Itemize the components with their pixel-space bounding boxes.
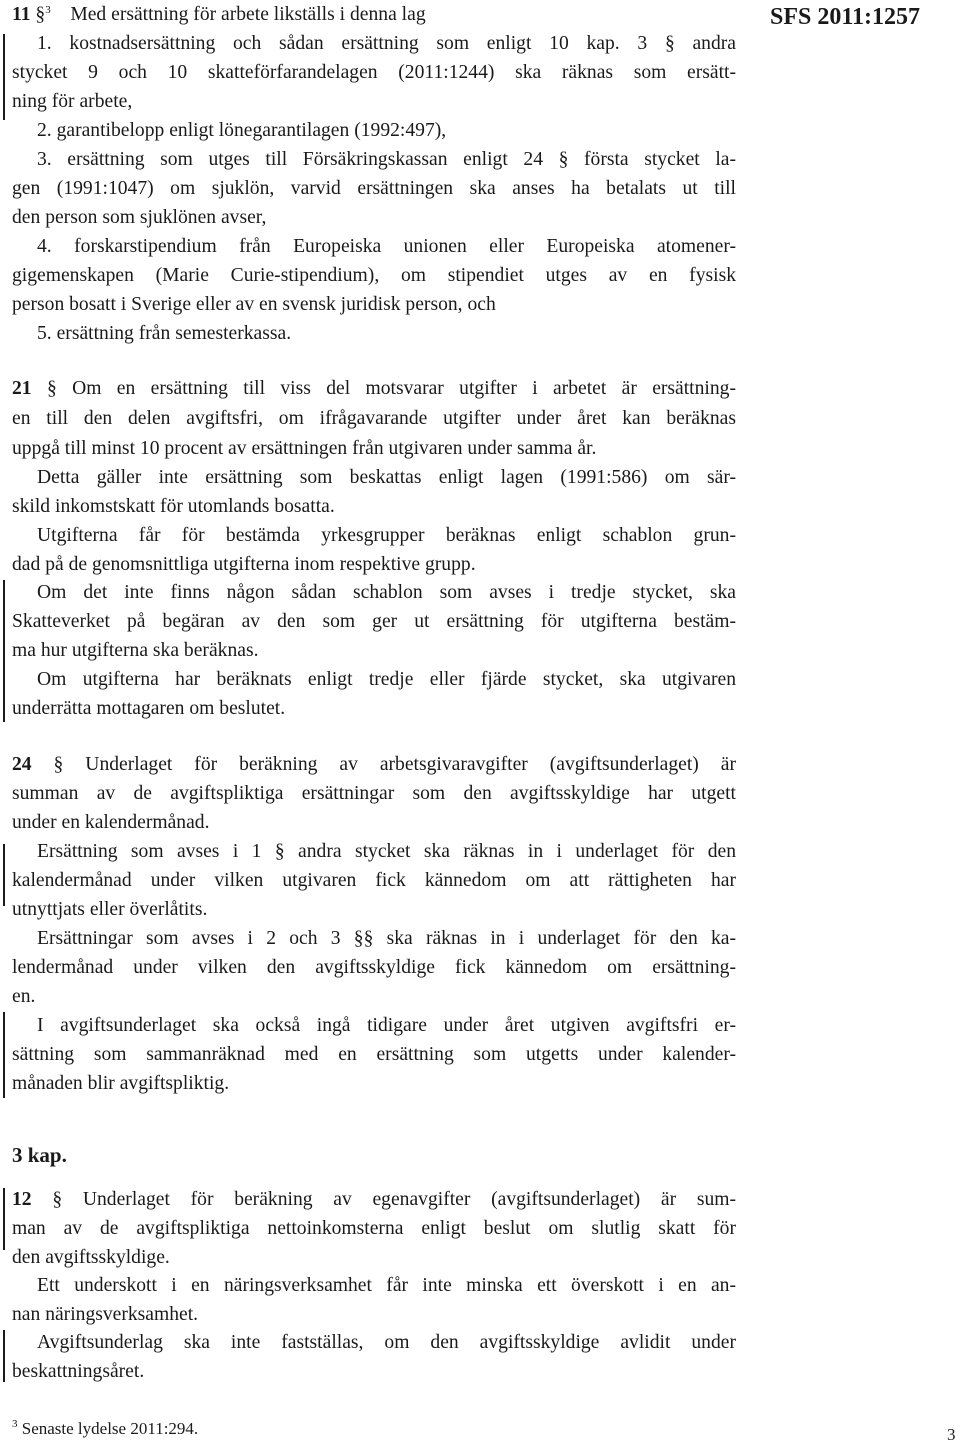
section-symbol: § [53,754,64,775]
change-bar [3,1330,5,1382]
change-bar [3,1188,5,1250]
section-text: lendermånad under vilken den avgiftsskyldige fick kännedom om ersättning- [12,957,736,978]
section-text: nan näringsverksamhet. [12,1304,199,1325]
section-text: Om utgifterna har beräknats enligt tredje eller fjärde stycket, ska utgivaren [37,669,736,690]
section-text: Om en ersättning till viss del motsvarar utgifter i arbetet är ersättning- [72,378,736,399]
section-text: Utgifterna får för bestämda yrkesgrupper beräknas enligt schablon grun- [37,525,736,546]
section-text: 3. ersättning som utges till Försäkringskassan enligt 24 § första stycket la- [37,149,736,170]
section-text: I avgiftsunderlaget ska också ingå tidigare under året utgiven avgiftsfri er- [37,1015,736,1036]
section-text: Med ersättning för arbete likställs i denna lag [70,4,426,25]
section-text: Detta gäller inte ersättning som beskattas enligt lagen (1991:586) om sär- [37,467,736,488]
change-bar [3,34,5,120]
section-text: månaden blir avgiftspliktig. [12,1073,230,1094]
sfs-number: SFS 2011:1257 [770,4,921,30]
section-text: Ersättningar som avses i 2 och 3 §§ ska räknas in i underlaget för den ka- [37,928,736,949]
section-text: den person som sjuklönen avser, [12,207,267,228]
section-text: kalendermånad under vilken utgivaren fick kännedom om att rättigheten har [12,870,736,891]
section-text: ning för arbete, [12,91,133,112]
change-bar [3,844,5,906]
section-number: 12 [12,1189,32,1210]
section-number: 11 [12,4,31,25]
section-symbol: § [46,378,57,399]
chapter-title: 3 kap. [12,1143,67,1167]
section-text: Underlaget för beräkning av arbetsgivaravgifter (avgiftsunderlaget) är [85,754,736,775]
section-text: skild inkomstskatt för utomlands bosatta. [12,496,335,517]
section-text: man av de avgiftspliktiga nettoinkomsterna enligt beslut om slutlig skatt för [12,1218,736,1239]
section-text: under en kalendermånad. [12,812,210,833]
section-number: 21 [12,378,32,399]
section-text: dad på de genomsnittliga utgifterna inom respektive grupp. [12,554,476,575]
section-text: utnyttjats eller överlåtits. [12,899,208,920]
section-text: stycket 9 och 10 skatteförfarandelagen (2011:1244) ska räknas som ersätt- [12,62,736,83]
section-12-heading [12,1185,736,1214]
section-text: Ersättning som avses i 1 § andra stycket ska räknas in i underlaget för den [37,841,736,862]
section-text: underrätta mottagaren om beslutet. [12,698,286,719]
section-text: en. [12,986,36,1007]
change-bar [3,1012,5,1098]
section-text: 5. ersättning från semesterkassa. [37,323,292,344]
footnote [12,1416,198,1442]
section-text: 1. kostnadsersättning och sådan ersättning som enligt 10 kap. 3 § andra [37,33,736,54]
section-text: Skatteverket på begäran av den som ger ut ersättning för utgifterna bestäm- [12,611,736,632]
change-bar [3,580,5,722]
section-text: gen (1991:1047) om sjuklön, varvid ersättningen ska anses ha betalats ut till [12,178,736,199]
section-text: Avgiftsunderlag ska inte fastställas, om den avgiftsskyldige avlidit under [37,1332,736,1353]
section-text: den avgiftsskyldige. [12,1247,170,1268]
section-text: summan av de avgiftspliktiga ersättningar som den avgiftsskyldige har utgett [12,783,736,804]
section-text: 4. forskarstipendium från Europeiska unionen eller Europeiska atomener- [37,236,736,257]
section-text: Om det inte finns någon sådan schablon som avses i tredje stycket, ska [37,582,736,603]
section-text: ma hur utgifterna ska beräknas. [12,640,259,661]
section-symbol: § [52,1189,63,1210]
section-text: beskattningsåret. [12,1361,145,1382]
section-text: gigemenskapen (Marie Curie-stipendium), om stipendiet utges av en fysisk [12,265,736,286]
section-number: 24 [12,754,32,775]
section-text: 2. garantibelopp enligt lönegarantilagen (1992:497), [37,120,447,141]
section-text: Underlaget för beräkning av egenavgifter (avgiftsunderlaget) är sum- [82,1189,737,1210]
page-number: 3 [947,1425,956,1444]
section-text: uppgå till minst 10 procent av ersättningen från utgivaren under samma år. [12,438,597,459]
section-symbol: § [35,4,46,25]
section-21-heading [12,374,736,403]
section-text: sättning som sammanräknad med en ersättning som utgetts under kalender- [12,1044,736,1065]
section-text: person bosatt i Sverige eller av en svensk juridisk person, och [12,294,496,315]
footnote-text: Senaste lydelse 2011:294. [21,1419,199,1438]
section-text: Ett underskott i en näringsverksamhet får inte minska ett överskott i en an- [37,1275,736,1296]
section-text: en till den delen avgiftsfri, om ifrågavarande utgifter under året kan beräknas [12,408,736,429]
section-24-heading [12,750,736,779]
footnote-ref: 3 [45,4,51,16]
section-11-heading [12,0,736,29]
footnote-number: 3 [12,1418,18,1430]
